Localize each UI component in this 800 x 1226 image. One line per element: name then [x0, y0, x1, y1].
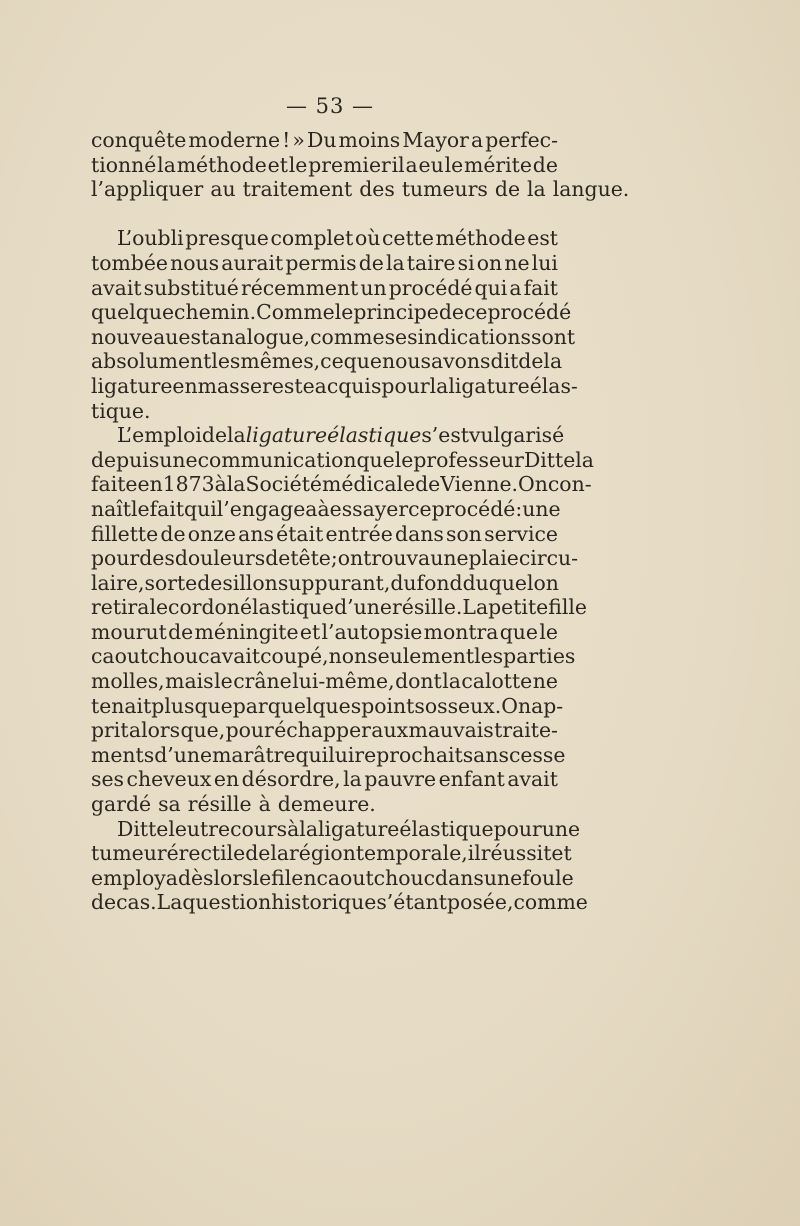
word: nous	[170, 250, 220, 275]
word: méthode	[176, 152, 267, 177]
word: où	[354, 226, 381, 251]
word: reprochait	[354, 742, 463, 767]
word: caoutchouc	[91, 644, 210, 669]
text-line	[91, 300, 572, 325]
word: pauvre	[364, 767, 437, 792]
word: que	[356, 447, 395, 472]
word: de	[168, 619, 194, 644]
text-line	[91, 742, 566, 768]
word: résille.	[392, 595, 463, 620]
word: douleurs	[174, 546, 266, 571]
word: ne	[504, 250, 530, 275]
word: ce	[320, 349, 344, 374]
word: de	[201, 423, 228, 448]
word: onze	[187, 521, 236, 546]
word: non	[328, 644, 368, 669]
word: avait	[507, 767, 558, 792]
word: on	[337, 546, 364, 571]
word: vulgarisé	[468, 423, 565, 448]
word: Comme	[256, 300, 335, 325]
text-line	[91, 251, 558, 276]
word: le	[131, 496, 150, 521]
word: qui	[295, 742, 329, 767]
text-line	[91, 718, 558, 743]
word: ce	[463, 300, 488, 325]
word: les	[211, 349, 241, 374]
word: à	[317, 496, 330, 521]
word: mais	[165, 669, 214, 694]
word: et	[299, 619, 321, 644]
text-line	[91, 472, 592, 497]
body-text	[91, 128, 630, 915]
word: traite-	[494, 718, 558, 743]
word: la	[343, 767, 362, 792]
word: ;	[330, 546, 338, 571]
word: la	[226, 472, 246, 497]
word: est	[178, 324, 210, 349]
word: en	[291, 865, 317, 890]
word: osseux.	[424, 693, 502, 718]
word: dans	[435, 865, 484, 890]
word: crâne	[233, 669, 292, 694]
word: en	[137, 472, 163, 497]
word: communication	[197, 447, 357, 472]
word: désordre,	[241, 767, 341, 792]
word: :	[515, 496, 523, 521]
word: pour	[381, 373, 430, 398]
word: qui	[184, 496, 217, 521]
word: de	[160, 521, 186, 546]
word: points	[361, 693, 425, 718]
text-line	[91, 349, 563, 374]
word: de	[494, 177, 521, 202]
word: ne	[532, 669, 558, 694]
word: mêmes,	[240, 349, 321, 374]
word: le	[288, 152, 308, 177]
word: une	[159, 447, 198, 472]
word: et	[551, 841, 572, 866]
word: fille	[548, 595, 587, 620]
text-line	[91, 767, 558, 792]
word: Mayor	[402, 128, 469, 152]
word: élastique	[239, 595, 335, 620]
word: le	[149, 595, 169, 620]
word: sa	[158, 792, 181, 817]
word: a	[581, 447, 594, 472]
word: région	[289, 841, 356, 866]
word: Dittel	[117, 816, 175, 841]
word: échapper	[274, 718, 371, 743]
word: que	[343, 349, 382, 374]
word: a	[405, 152, 418, 177]
word: traitement	[242, 177, 353, 202]
word: ses	[91, 767, 124, 792]
word: tumeur	[91, 841, 167, 866]
text-line	[91, 226, 558, 251]
word: la	[429, 373, 449, 398]
word: procédé	[388, 275, 473, 300]
word: ligature	[448, 373, 530, 398]
word: faite	[91, 472, 138, 497]
word: tique.	[91, 398, 151, 423]
word: pour	[91, 546, 140, 571]
word: eu	[418, 152, 444, 177]
word: la	[157, 152, 176, 177]
word: caoutchouc	[316, 865, 436, 890]
word: langue.	[552, 177, 630, 202]
word: élas-	[529, 373, 578, 398]
word: tombée	[91, 250, 168, 275]
word: substitué	[143, 275, 239, 300]
word: élastique	[327, 423, 422, 448]
text-line	[91, 128, 558, 153]
word: principe	[353, 300, 439, 325]
word: lors	[213, 865, 253, 890]
word: plaie	[468, 546, 519, 571]
word: procédé	[487, 300, 572, 325]
word: que,	[180, 718, 226, 743]
page-number: — 53 —	[285, 94, 375, 118]
word: !	[282, 128, 291, 152]
word: des	[359, 177, 395, 202]
word: s’est	[421, 423, 469, 448]
word: professeur	[413, 447, 524, 472]
word: de	[518, 349, 544, 374]
word: service	[484, 521, 558, 546]
text-line	[91, 522, 558, 547]
word: l’engagea	[216, 496, 318, 521]
word: ments	[91, 742, 155, 767]
word: prit	[91, 718, 129, 743]
word: on	[533, 570, 559, 595]
word: quelque	[91, 300, 175, 325]
word: ce	[408, 496, 432, 521]
word: comme	[513, 890, 588, 915]
text-line	[91, 841, 572, 866]
word: à	[258, 792, 271, 817]
word: fait	[149, 496, 185, 521]
word: perfec-	[485, 128, 558, 152]
word: sans	[462, 742, 509, 767]
word: L’oubli	[117, 226, 184, 251]
word: molles,	[91, 669, 165, 694]
word: en	[172, 373, 198, 398]
word: érectile	[166, 841, 246, 866]
word: du	[390, 570, 417, 595]
word: historique	[271, 890, 377, 915]
word: tionné	[91, 152, 157, 177]
word: lui	[328, 742, 355, 767]
text-line	[91, 816, 581, 842]
word: au	[210, 177, 236, 202]
word: fillette	[91, 521, 159, 546]
word: demeure.	[277, 792, 376, 817]
word: duquel	[462, 570, 534, 595]
text-line	[91, 571, 558, 596]
word: mauvais	[408, 718, 494, 743]
word: gardé	[91, 792, 152, 817]
word: aux	[371, 718, 409, 743]
word: avons	[430, 349, 491, 374]
word: permis	[285, 250, 357, 275]
word: dès	[177, 865, 214, 890]
word: cordon	[168, 595, 240, 620]
word: On	[501, 693, 532, 718]
text-line	[91, 496, 561, 522]
word: On	[518, 472, 548, 497]
word: coupé,	[260, 644, 329, 669]
word: son	[446, 521, 482, 546]
word: est	[527, 226, 558, 251]
word: circu-	[518, 546, 579, 571]
word: retira	[91, 595, 150, 620]
word: par	[232, 693, 268, 718]
word: de	[265, 546, 291, 571]
word: fond	[416, 570, 463, 595]
word: l’appliquer	[91, 177, 204, 202]
word: la	[227, 423, 246, 448]
word: reste	[262, 373, 315, 398]
word: premier	[308, 152, 391, 177]
word: petite	[488, 595, 549, 620]
word: une	[541, 816, 581, 841]
word: de	[532, 152, 558, 177]
word: suppurant,	[277, 570, 391, 595]
word: L’emploi	[117, 423, 202, 448]
word: laire,	[91, 570, 145, 595]
word: moderne	[188, 128, 281, 152]
word: foule	[522, 865, 574, 890]
word: presque	[185, 226, 269, 251]
word: que	[499, 619, 539, 644]
word: avait	[209, 644, 261, 669]
word: masse	[197, 373, 263, 398]
word: que	[194, 693, 233, 718]
word: aurait	[221, 250, 284, 275]
word: naît	[91, 496, 132, 521]
word: si	[457, 250, 475, 275]
text-line	[91, 276, 558, 301]
word: analogue,	[209, 324, 311, 349]
word: une	[430, 546, 469, 571]
word: récemment	[240, 275, 359, 300]
word: s’étant	[376, 890, 448, 915]
word: pour	[493, 816, 542, 841]
text-line	[91, 399, 558, 424]
word: essayer	[329, 496, 409, 521]
word: d’une	[334, 595, 392, 620]
word: a	[509, 275, 522, 300]
word: un	[360, 275, 387, 300]
word: méthode	[435, 226, 526, 251]
text-line	[91, 447, 594, 473]
word: montra	[423, 619, 499, 644]
word: seulement	[367, 644, 475, 669]
word: des	[139, 546, 175, 571]
word: était	[276, 521, 324, 546]
word: taire	[406, 250, 456, 275]
word: de	[91, 890, 117, 915]
word: en	[213, 767, 240, 792]
word: calotte	[461, 669, 533, 694]
word: sont	[530, 324, 576, 349]
word: et	[267, 152, 288, 177]
word: alors	[128, 718, 181, 743]
word: enfant	[438, 767, 505, 792]
word: on	[476, 250, 503, 275]
word: la	[543, 349, 563, 374]
text-line	[91, 373, 578, 399]
word: temporale,	[355, 841, 468, 866]
word: ligature	[317, 816, 400, 841]
word: ligature	[91, 373, 173, 398]
text-line	[91, 153, 558, 178]
word: le	[394, 447, 414, 472]
word: procédé	[431, 496, 516, 521]
word: le	[444, 152, 464, 177]
word: réussit	[480, 841, 552, 866]
word: recours	[208, 816, 288, 841]
word: dans	[395, 521, 444, 546]
word: lui	[531, 250, 558, 275]
word: marâtre	[212, 742, 296, 767]
word: il	[391, 152, 405, 177]
word: une	[522, 496, 561, 521]
word: il	[467, 841, 481, 866]
text-line	[91, 890, 588, 915]
paragraph-gap	[91, 202, 558, 227]
word: de	[245, 841, 271, 866]
word: nouveau	[91, 324, 179, 349]
text-line	[91, 620, 558, 645]
word: employa	[91, 865, 178, 890]
word: acquis	[314, 373, 382, 398]
word: fait	[523, 275, 558, 300]
text-line	[91, 177, 630, 202]
text-line	[91, 693, 564, 719]
word: Du	[306, 128, 337, 152]
word: indications	[417, 324, 531, 349]
word: nous	[381, 349, 431, 374]
word: Dittel	[523, 447, 582, 472]
text-line	[91, 423, 565, 448]
word: a	[470, 128, 484, 152]
word: ap-	[531, 693, 564, 718]
text-line	[91, 644, 576, 669]
word: une	[483, 865, 523, 890]
word: Vienne.	[440, 472, 519, 497]
word: qui	[474, 275, 508, 300]
word: d’une	[154, 742, 213, 767]
word: La	[462, 595, 489, 620]
text-line	[91, 546, 579, 571]
word: fil	[271, 865, 292, 890]
word: la	[527, 177, 546, 202]
word: Société	[245, 472, 322, 497]
word: cas.	[116, 890, 157, 915]
word: eut	[174, 816, 209, 841]
text-line	[91, 595, 587, 620]
word: résille	[187, 792, 252, 817]
word: le	[252, 865, 272, 890]
word: »	[292, 128, 305, 152]
word: plus	[151, 693, 195, 718]
word: ses	[384, 324, 418, 349]
word: 1873	[162, 472, 215, 497]
word: tumeurs	[401, 177, 488, 202]
text-line	[91, 324, 576, 350]
word: le	[539, 619, 558, 644]
word: question	[182, 890, 272, 915]
word: conquête	[91, 128, 187, 152]
word: ans	[238, 521, 274, 546]
word: complet	[270, 226, 354, 251]
word: quelques	[267, 693, 362, 718]
word: sillon	[222, 570, 278, 595]
word: con-	[547, 472, 592, 497]
word: pour	[225, 718, 274, 743]
word: sorte	[144, 570, 198, 595]
word: ligature	[245, 423, 328, 448]
word: la	[299, 816, 318, 841]
word: de	[197, 570, 223, 595]
word: la	[270, 841, 290, 866]
word: de	[358, 250, 384, 275]
word: lui-même,	[292, 669, 395, 694]
word: cheveux	[126, 767, 212, 792]
word: médicalede	[321, 472, 441, 497]
word: la	[385, 250, 405, 275]
word: élastique	[399, 816, 494, 841]
word: à	[287, 816, 300, 841]
word: mourut	[91, 619, 167, 644]
word: cesse	[508, 742, 566, 767]
word: absolument	[91, 349, 212, 374]
word: avait	[91, 275, 142, 300]
word: l’autopsie	[321, 619, 423, 644]
text-line	[91, 865, 574, 891]
word: posée,	[447, 890, 514, 915]
word: mérite	[464, 152, 532, 177]
word: parties	[503, 644, 576, 669]
word: dit	[490, 349, 519, 374]
word: depuis	[91, 447, 160, 472]
word: moins	[338, 128, 401, 152]
word: à	[214, 472, 227, 497]
text-line	[91, 669, 558, 694]
word: trouva	[363, 546, 431, 571]
word: comme	[310, 324, 385, 349]
word: dont	[395, 669, 442, 694]
word: cette	[381, 226, 434, 251]
word: le	[334, 300, 354, 325]
word: de	[438, 300, 464, 325]
word: les	[474, 644, 504, 669]
text-line	[91, 792, 558, 817]
word: tenait	[91, 693, 152, 718]
word: le	[214, 669, 233, 694]
word: entrée	[325, 521, 393, 546]
word: La	[156, 890, 183, 915]
word: tête	[290, 546, 331, 571]
word: méningite	[194, 619, 299, 644]
word: la	[442, 669, 461, 694]
word: chemin.	[174, 300, 257, 325]
